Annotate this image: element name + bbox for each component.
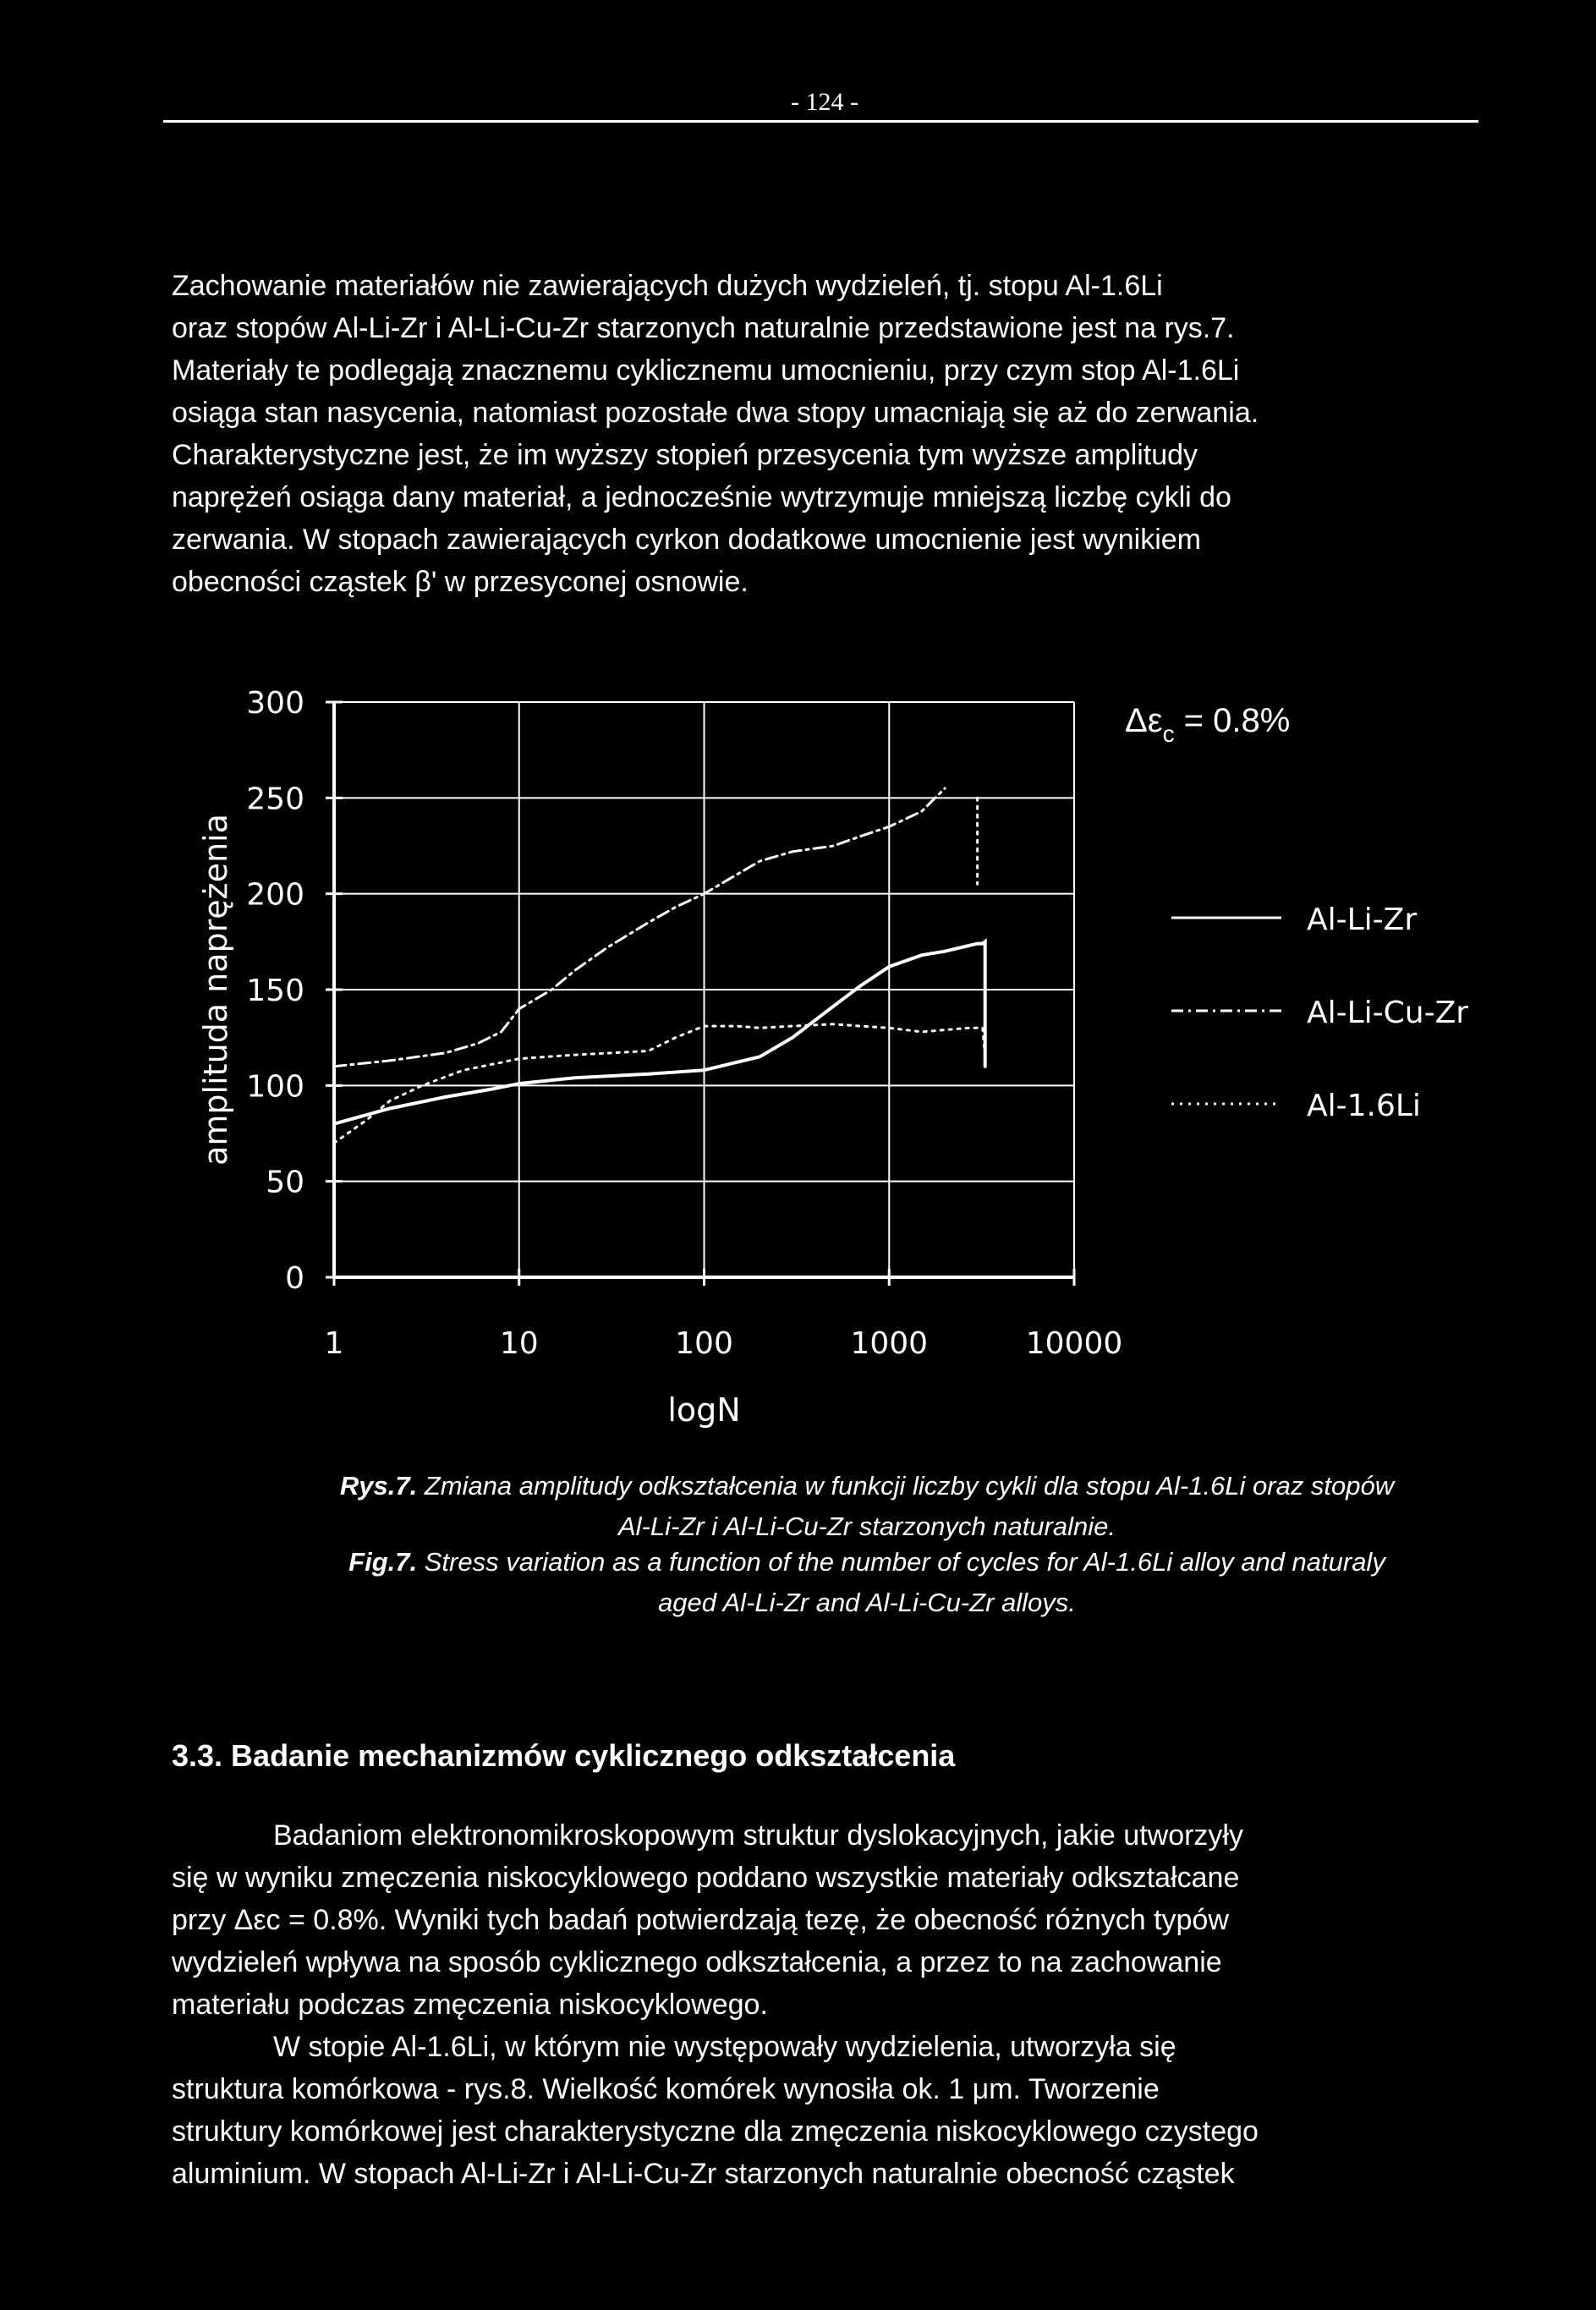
- strain-amplitude-annotation: [1125, 702, 1290, 747]
- caption-text-line2: Al-Li-Zr i Al-Li-Cu-Zr starzonych naturalnie.: [617, 1512, 1116, 1541]
- annotation-symbol: Δε: [1125, 702, 1163, 739]
- intro-paragraph: [172, 265, 1493, 603]
- body-line: aluminium. W stopach Al-Li-Zr i Al-Li-Cu-Zr starzonych naturalnie obecność cząstek: [172, 2158, 1235, 2190]
- intro-line: Zachowanie materiałów nie zawierających dużych wydzieleń, tj. stopu Al-1.6Li: [172, 270, 1163, 302]
- y-axis-label: amplituda naprężenia: [197, 814, 234, 1166]
- y-tick-label: 250: [246, 782, 304, 817]
- chart-svg: [152, 668, 1506, 1472]
- caption-text: Stress variation as a function of the number of cycles for Al-1.6Li alloy and naturaly: [417, 1547, 1385, 1577]
- x-tick-label: 1: [324, 1326, 344, 1361]
- body-line: wydzieleń wpływa na sposób cyklicznego odkształcenia, a przez to na zachowanie: [172, 1946, 1222, 1978]
- stress-amplitude-chart: [152, 668, 1506, 1472]
- legend-label: Al-Li-Zr: [1307, 903, 1418, 937]
- body-line: struktury komórkowej jest charakterystyczne dla zmęczenia niskocyklowego czystego: [172, 2115, 1259, 2148]
- section-heading: 3.3. Badanie mechanizmów cyklicznego odkształcenia: [172, 1738, 956, 1773]
- x-tick-label: 100: [675, 1326, 733, 1361]
- caption-text: Zmiana amplitudy odkształcenia w funkcji liczby cykli dla stopu Al-1.6Li oraz stopów: [417, 1471, 1395, 1501]
- figure-caption-polish: [254, 1466, 1480, 1547]
- series-al-li-cu-zr: [334, 788, 945, 1067]
- body-paragraph: [172, 1814, 1493, 2195]
- x-tick-label: 10000: [1025, 1326, 1123, 1361]
- y-tick-label: 50: [266, 1165, 304, 1200]
- annotation-value: = 0.8%: [1174, 702, 1291, 739]
- intro-line: osiąga stan nasycenia, natomiast pozostałe dwa stopy umacniają się aż do zerwania.: [172, 397, 1259, 429]
- chart-series: [334, 788, 985, 1143]
- body-line: Badaniom elektronomikroskopowym struktur dyslokacyjnych, jakie utworzyły: [273, 1819, 1243, 1852]
- intro-line: zerwania. W stopach zawierających cyrkon dodatkowe umocnienie jest wynikiem: [172, 524, 1201, 556]
- y-tick-label: 200: [246, 877, 304, 913]
- y-tick-label: 100: [246, 1069, 304, 1105]
- x-tick-label: 10: [499, 1326, 539, 1361]
- series-al-1-6li: [334, 1024, 985, 1144]
- x-tick-label: 1000: [850, 1326, 929, 1361]
- body-line: się w wyniku zmęczenia niskocyklowego poddano wszystkie materiały odkształcane: [172, 1862, 1240, 1894]
- header-rule: [163, 120, 1478, 123]
- chart-legend: [1171, 903, 1468, 1123]
- body-line: W stopie Al-1.6Li, w którym nie występowały wydzielenia, utworzyła się: [273, 2031, 1176, 2063]
- y-tick-label: 300: [246, 686, 304, 721]
- y-tick-label: 0: [285, 1261, 304, 1296]
- caption-label: Rys.7.: [339, 1471, 418, 1501]
- body-line: materiału podczas zmęczenia niskocyklowego.: [172, 1989, 768, 2021]
- figure-caption-english: [254, 1542, 1480, 1623]
- intro-line: obecności cząstek β' w przesyconej osnowie.: [172, 566, 749, 598]
- chart-axes: [326, 702, 1074, 1286]
- intro-line: Charakterystyczne jest, że im wyższy stopień przesycenia tym wyższe amplitudy: [172, 439, 1198, 471]
- legend-label: Al-1.6Li: [1307, 1089, 1421, 1123]
- intro-line: oraz stopów Al-Li-Zr i Al-Li-Cu-Zr starzonych naturalnie przedstawione jest na rys.7.: [172, 312, 1235, 344]
- caption-label: Fig.7.: [348, 1547, 418, 1577]
- intro-line: naprężeń osiąga dany materiał, a jednocześnie wytrzymuje mniejszą liczbę cykli do: [172, 481, 1231, 513]
- annotation-subscript: c: [1162, 721, 1175, 747]
- caption-text-line2: aged Al-Li-Zr and Al-Li-Cu-Zr alloys.: [658, 1588, 1076, 1617]
- legend-label: Al-Li-Cu-Zr: [1307, 996, 1469, 1030]
- x-axis-label: logN: [667, 1391, 741, 1429]
- y-tick-label: 150: [246, 974, 304, 1008]
- intro-line: Materiały te podlegają znacznemu cyklicznemu umocnieniu, przy czym stop Al-1.6Li: [172, 354, 1240, 387]
- series-al-li-zr: [334, 941, 985, 1123]
- body-line: przy Δεc = 0.8%. Wyniki tych badań potwierdzają tezę, że obecność różnych typów: [172, 1904, 1229, 1936]
- page-number: - 124 -: [791, 88, 858, 116]
- body-line: struktura komórkowa - rys.8. Wielkość komórek wynosiła ok. 1 μm. Tworzenie: [172, 2073, 1160, 2105]
- chart-grid: [334, 702, 1074, 1277]
